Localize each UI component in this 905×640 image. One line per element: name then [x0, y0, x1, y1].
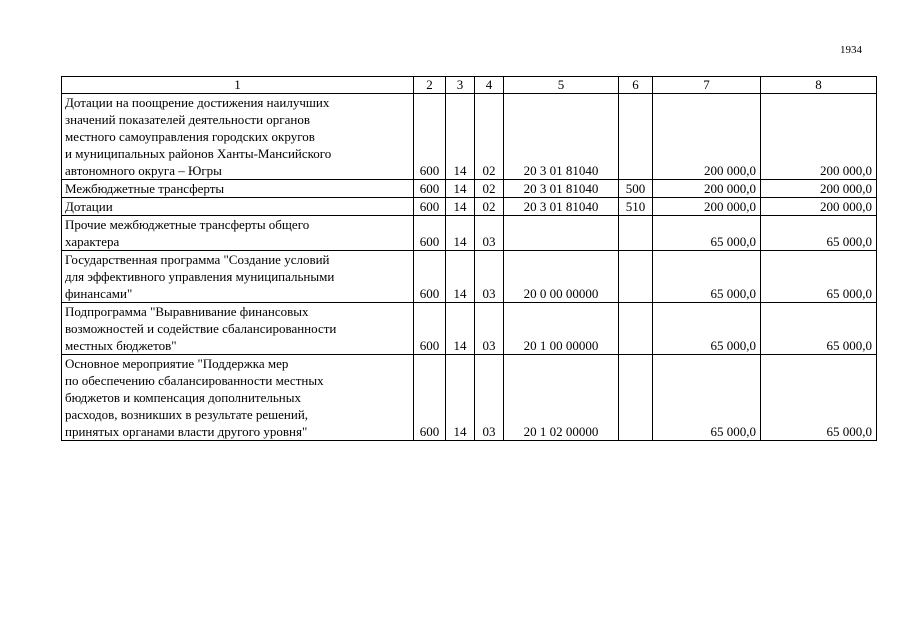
amount-cell-7: 65 000,0: [653, 216, 761, 251]
row-name-line: возможностей и содействие сбалансированности: [65, 321, 337, 336]
row-name-cell: [62, 94, 414, 180]
row-name-line: и муниципальных районов Ханты-Мансийского: [65, 146, 332, 161]
target-article-cell: 20 3 01 81040: [504, 180, 619, 198]
row-name-cell: [62, 355, 414, 441]
expense-type-cell: [619, 251, 653, 303]
row-name-line: значений показателей деятельности органов: [65, 112, 310, 127]
target-article-cell: [504, 216, 619, 251]
row-name-line: местных бюджетов": [65, 338, 177, 353]
amount-cell-8: 200 000,0: [761, 198, 877, 216]
table-row: [62, 180, 877, 198]
column-header-2: 2: [414, 77, 446, 94]
admin-code-cell: 600: [414, 198, 446, 216]
expense-type-cell: [619, 303, 653, 355]
section-cell: 14: [446, 198, 475, 216]
amount-cell-7: 65 000,0: [653, 251, 761, 303]
row-name-line: расходов, возникших в результате решений,: [65, 407, 309, 422]
row-name-line: Государственная программа "Создание условий: [65, 252, 330, 267]
page-number: 1934: [840, 44, 862, 56]
admin-code-cell: 600: [414, 216, 446, 251]
expense-type-cell: 500: [619, 180, 653, 198]
amount-cell-8: 200 000,0: [761, 94, 877, 180]
section-cell: 14: [446, 303, 475, 355]
row-name-line: принятых органами власти другого уровня": [65, 424, 308, 439]
target-article-cell: 20 0 00 00000: [504, 251, 619, 303]
subsection-cell: 02: [475, 198, 504, 216]
amount-cell-7: 200 000,0: [653, 180, 761, 198]
subsection-cell: 03: [475, 303, 504, 355]
amount-cell-7: 65 000,0: [653, 303, 761, 355]
table-row: [62, 303, 877, 355]
row-name-line: для эффективного управления муниципальными: [65, 269, 335, 284]
column-header-5: 5: [504, 77, 619, 94]
row-name-line: Основное мероприятие "Поддержка мер: [65, 356, 289, 371]
amount-cell-8: 65 000,0: [761, 216, 877, 251]
section-cell: 14: [446, 216, 475, 251]
column-header-7: 7: [653, 77, 761, 94]
admin-code-cell: 600: [414, 180, 446, 198]
admin-code-cell: 600: [414, 251, 446, 303]
row-name-cell: [62, 251, 414, 303]
table-row: [62, 198, 877, 216]
expense-type-cell: [619, 355, 653, 441]
subsection-cell: 03: [475, 355, 504, 441]
amount-cell-8: 65 000,0: [761, 251, 877, 303]
table-row: [62, 251, 877, 303]
section-cell: 14: [446, 94, 475, 180]
subsection-cell: 03: [475, 251, 504, 303]
section-cell: 14: [446, 251, 475, 303]
table-header-row: [62, 77, 877, 94]
row-name-line: Прочие межбюджетные трансферты общего: [65, 217, 310, 232]
amount-cell-8: 200 000,0: [761, 180, 877, 198]
amount-cell-8: 65 000,0: [761, 303, 877, 355]
admin-code-cell: 600: [414, 355, 446, 441]
table-body: [62, 94, 877, 441]
target-article-cell: 20 1 02 00000: [504, 355, 619, 441]
subsection-cell: 02: [475, 180, 504, 198]
table-row: [62, 216, 877, 251]
section-cell: 14: [446, 180, 475, 198]
target-article-cell: 20 3 01 81040: [504, 94, 619, 180]
budget-table: [61, 76, 877, 441]
expense-type-cell: [619, 216, 653, 251]
row-name-cell: [62, 303, 414, 355]
admin-code-cell: 600: [414, 303, 446, 355]
row-name-cell: [62, 216, 414, 251]
column-header-3: 3: [446, 77, 475, 94]
expense-type-cell: 510: [619, 198, 653, 216]
row-name-line: Дотации: [65, 199, 113, 214]
expense-type-cell: [619, 94, 653, 180]
amount-cell-7: 200 000,0: [653, 94, 761, 180]
row-name-line: Межбюджетные трансферты: [65, 181, 225, 196]
row-name-line: характера: [65, 234, 120, 249]
column-header-6: 6: [619, 77, 653, 94]
row-name-line: бюджетов и компенсация дополнительных: [65, 390, 301, 405]
column-header-8: 8: [761, 77, 877, 94]
amount-cell-8: 65 000,0: [761, 355, 877, 441]
row-name-line: финансами": [65, 286, 133, 301]
row-name-line: Дотации на поощрение достижения наилучших: [65, 95, 330, 110]
row-name-cell: [62, 198, 414, 216]
amount-cell-7: 200 000,0: [653, 198, 761, 216]
table-row: [62, 94, 877, 180]
admin-code-cell: 600: [414, 94, 446, 180]
column-header-1: 1: [62, 77, 414, 94]
subsection-cell: 02: [475, 94, 504, 180]
row-name-line: Подпрограмма "Выравнивание финансовых: [65, 304, 309, 319]
row-name-line: по обеспечению сбалансированности местных: [65, 373, 324, 388]
column-header-4: 4: [475, 77, 504, 94]
row-name-cell: [62, 180, 414, 198]
section-cell: 14: [446, 355, 475, 441]
amount-cell-7: 65 000,0: [653, 355, 761, 441]
row-name-line: местного самоуправления городских округов: [65, 129, 315, 144]
subsection-cell: 03: [475, 216, 504, 251]
target-article-cell: 20 1 00 00000: [504, 303, 619, 355]
table-row: [62, 355, 877, 441]
target-article-cell: 20 3 01 81040: [504, 198, 619, 216]
row-name-line: автономного округа – Югры: [65, 163, 222, 178]
